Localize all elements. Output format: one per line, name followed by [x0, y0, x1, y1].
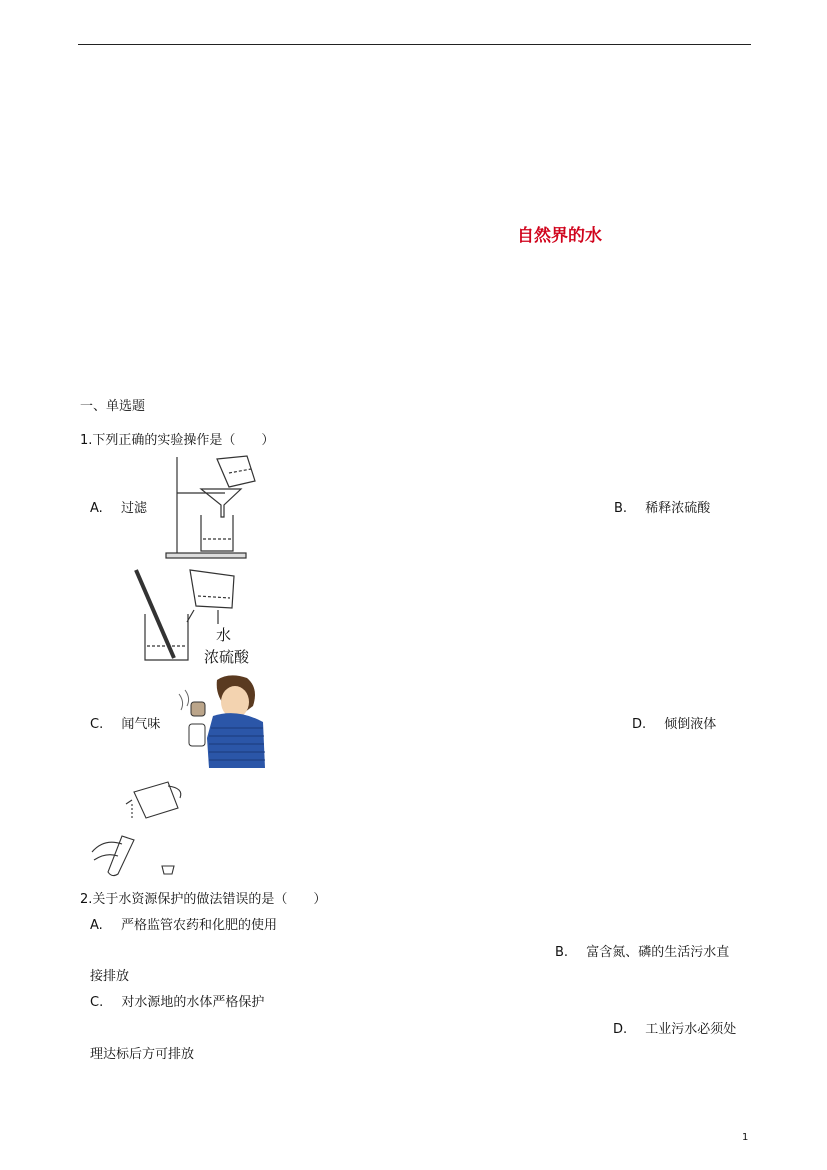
- q1-option-c[interactable]: [90, 713, 160, 732]
- q1-option-b[interactable]: [614, 497, 710, 516]
- page-title: 自然界的水: [517, 226, 602, 246]
- q2-option-c[interactable]: [90, 991, 264, 1010]
- option-letter: C.: [90, 717, 104, 732]
- option-letter: D.: [613, 1022, 628, 1037]
- page-number: 1: [742, 1132, 749, 1143]
- option-text: 富含氮、磷的生活污水直: [586, 945, 730, 960]
- option-letter: B.: [614, 501, 628, 516]
- section-heading: 一、单选题: [80, 399, 146, 414]
- smell-figure: [177, 672, 267, 770]
- option-text: 闻气味: [121, 717, 161, 732]
- option-text: 对水源地的水体严格保护: [121, 995, 265, 1010]
- option-letter: C.: [90, 995, 104, 1010]
- option-letter: B.: [555, 945, 569, 960]
- dilute-acid-figure: [130, 566, 255, 666]
- q2-option-b[interactable]: [555, 941, 729, 960]
- q1-option-d[interactable]: [632, 713, 716, 732]
- q2-option-d[interactable]: [613, 1018, 736, 1037]
- option-letter: A.: [90, 501, 103, 516]
- q2-option-b-continuation: 接排放: [90, 969, 130, 984]
- option-text: 稀释浓硫酸: [645, 501, 711, 516]
- option-text: 工业污水必须处: [645, 1022, 737, 1037]
- filtration-figure: [163, 453, 261, 561]
- q2-option-a[interactable]: [90, 914, 277, 933]
- option-letter: D.: [632, 717, 647, 732]
- pour-liquid-figure: [88, 778, 188, 878]
- question-2-stem: 2.关于水资源保护的做法错误的是（ ）: [80, 892, 327, 907]
- acid-label: 浓硫酸: [204, 648, 250, 666]
- option-text: 严格监管农药和化肥的使用: [120, 918, 277, 933]
- header-rule: [78, 44, 751, 45]
- question-1-stem: 1.下列正确的实验操作是（ ）: [80, 433, 275, 448]
- option-letter: A.: [90, 918, 103, 933]
- option-text: 过滤: [120, 501, 147, 516]
- q1-option-a[interactable]: [90, 497, 147, 516]
- q2-option-d-continuation: 理达标后方可排放: [90, 1047, 195, 1062]
- water-label: 水: [216, 626, 232, 644]
- option-text: 倾倒液体: [664, 717, 717, 732]
